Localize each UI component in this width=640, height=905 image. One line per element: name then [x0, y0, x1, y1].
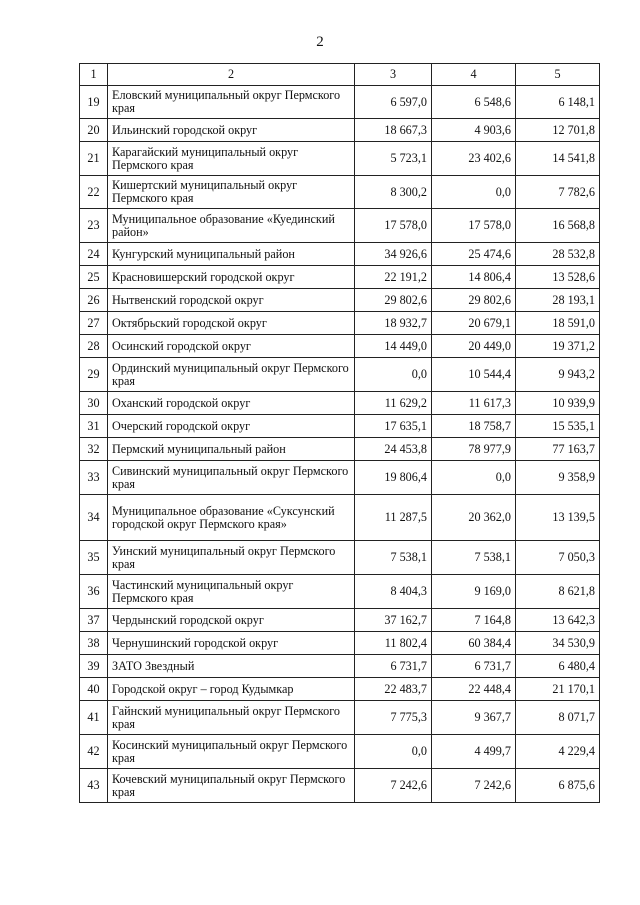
value-col-4: 20 449,0: [432, 335, 516, 358]
value-col-3: 22 483,7: [355, 678, 432, 701]
value-col-5: 13 139,5: [516, 495, 600, 541]
municipality-name: Ординский муниципальный округ Пермского края: [108, 358, 355, 392]
value-col-3: 17 578,0: [355, 209, 432, 243]
table-row: [80, 209, 600, 243]
value-col-4: 11 617,3: [432, 392, 516, 415]
value-col-3: 22 191,2: [355, 266, 432, 289]
value-col-3: 14 449,0: [355, 335, 432, 358]
value-col-5: 18 591,0: [516, 312, 600, 335]
value-col-4: 6 548,6: [432, 86, 516, 119]
row-number: 31: [80, 415, 108, 438]
row-number: 42: [80, 735, 108, 769]
value-col-3: 11 802,4: [355, 632, 432, 655]
table-row: [80, 609, 600, 632]
municipality-name: Очерский городской округ: [108, 415, 355, 438]
row-number: 32: [80, 438, 108, 461]
value-col-5: 8 071,7: [516, 701, 600, 735]
table-row: [80, 119, 600, 142]
table-row: [80, 575, 600, 609]
value-col-3: 7 775,3: [355, 701, 432, 735]
row-number: 37: [80, 609, 108, 632]
budget-table: [79, 63, 600, 803]
row-number: 43: [80, 769, 108, 803]
table-row: [80, 335, 600, 358]
page-number: 2: [316, 34, 324, 50]
table-row: [80, 266, 600, 289]
header-col-1: 1: [80, 64, 108, 86]
value-col-4: 9 367,7: [432, 701, 516, 735]
value-col-3: 8 300,2: [355, 176, 432, 209]
value-col-3: 6 731,7: [355, 655, 432, 678]
row-number: 41: [80, 701, 108, 735]
value-col-3: 11 287,5: [355, 495, 432, 541]
value-col-3: 17 635,1: [355, 415, 432, 438]
value-col-5: 12 701,8: [516, 119, 600, 142]
municipality-name: Кунгурский муниципальный район: [108, 243, 355, 266]
value-col-3: 19 806,4: [355, 461, 432, 495]
row-number: 34: [80, 495, 108, 541]
row-number: 36: [80, 575, 108, 609]
municipality-name: Частинский муниципальный округ Пермского края: [108, 575, 355, 609]
row-number: 26: [80, 289, 108, 312]
municipality-name: Муниципальное образование «Суксунский городской округ Пермского края»: [108, 495, 355, 541]
row-number: 40: [80, 678, 108, 701]
value-col-4: 0,0: [432, 461, 516, 495]
municipality-name: Чернушинский городской округ: [108, 632, 355, 655]
value-col-5: 16 568,8: [516, 209, 600, 243]
row-number: 33: [80, 461, 108, 495]
row-number: 19: [80, 86, 108, 119]
value-col-4: 20 362,0: [432, 495, 516, 541]
table-row: [80, 461, 600, 495]
municipality-name: Кишертский муниципальный округ Пермского края: [108, 176, 355, 209]
value-col-5: 9 358,9: [516, 461, 600, 495]
value-col-4: 7 164,8: [432, 609, 516, 632]
table-row: [80, 655, 600, 678]
value-col-5: 19 371,2: [516, 335, 600, 358]
value-col-4: 14 806,4: [432, 266, 516, 289]
value-col-5: 6 875,6: [516, 769, 600, 803]
municipality-name: Уинский муниципальный округ Пермского края: [108, 541, 355, 575]
header-col-5: 5: [516, 64, 600, 86]
row-number: 22: [80, 176, 108, 209]
table-row: [80, 289, 600, 312]
value-col-4: 18 758,7: [432, 415, 516, 438]
row-number: 24: [80, 243, 108, 266]
row-number: 29: [80, 358, 108, 392]
value-col-5: 10 939,9: [516, 392, 600, 415]
value-col-4: 6 731,7: [432, 655, 516, 678]
value-col-4: 60 384,4: [432, 632, 516, 655]
value-col-5: 13 528,6: [516, 266, 600, 289]
value-col-3: 18 667,3: [355, 119, 432, 142]
municipality-name: Ильинский городской округ: [108, 119, 355, 142]
municipality-name: Чердынский городской округ: [108, 609, 355, 632]
table-row: [80, 438, 600, 461]
row-number: 23: [80, 209, 108, 243]
value-col-5: 8 621,8: [516, 575, 600, 609]
row-number: 20: [80, 119, 108, 142]
value-col-5: 7 782,6: [516, 176, 600, 209]
municipality-name: Октябрьский городской округ: [108, 312, 355, 335]
header-col-4: 4: [432, 64, 516, 86]
value-col-3: 34 926,6: [355, 243, 432, 266]
table-row: [80, 678, 600, 701]
table-row: [80, 392, 600, 415]
value-col-4: 78 977,9: [432, 438, 516, 461]
municipality-name: Карагайский муниципальный округ Пермского края: [108, 142, 355, 176]
municipality-name: Сивинский муниципальный округ Пермского края: [108, 461, 355, 495]
table-row: [80, 243, 600, 266]
municipality-name: Нытвенский городской округ: [108, 289, 355, 312]
value-col-4: 0,0: [432, 176, 516, 209]
row-number: 30: [80, 392, 108, 415]
table-header-row: [80, 64, 600, 86]
row-number: 21: [80, 142, 108, 176]
value-col-3: 8 404,3: [355, 575, 432, 609]
municipality-name: Кочевский муниципальный округ Пермского края: [108, 769, 355, 803]
header-col-2: 2: [108, 64, 355, 86]
value-col-4: 20 679,1: [432, 312, 516, 335]
value-col-5: 28 532,8: [516, 243, 600, 266]
municipality-name: Осинский городской округ: [108, 335, 355, 358]
value-col-4: 4 903,6: [432, 119, 516, 142]
row-number: 28: [80, 335, 108, 358]
municipality-name: Еловский муниципальный округ Пермского края: [108, 86, 355, 119]
value-col-3: 24 453,8: [355, 438, 432, 461]
value-col-3: 11 629,2: [355, 392, 432, 415]
table-row: [80, 312, 600, 335]
value-col-5: 15 535,1: [516, 415, 600, 438]
municipality-name: Городской округ – город Кудымкар: [108, 678, 355, 701]
value-col-4: 7 538,1: [432, 541, 516, 575]
value-col-3: 6 597,0: [355, 86, 432, 119]
row-number: 25: [80, 266, 108, 289]
value-col-5: 4 229,4: [516, 735, 600, 769]
table-row: [80, 86, 600, 119]
row-number: 38: [80, 632, 108, 655]
value-col-3: 37 162,7: [355, 609, 432, 632]
value-col-3: 18 932,7: [355, 312, 432, 335]
table-row: [80, 358, 600, 392]
value-col-5: 13 642,3: [516, 609, 600, 632]
table-row: [80, 415, 600, 438]
municipality-name: Косинский муниципальный округ Пермского края: [108, 735, 355, 769]
value-col-5: 14 541,8: [516, 142, 600, 176]
value-col-4: 22 448,4: [432, 678, 516, 701]
row-number: 35: [80, 541, 108, 575]
table-body: [80, 86, 600, 803]
value-col-3: 0,0: [355, 358, 432, 392]
row-number: 27: [80, 312, 108, 335]
value-col-4: 7 242,6: [432, 769, 516, 803]
value-col-5: 34 530,9: [516, 632, 600, 655]
value-col-4: 23 402,6: [432, 142, 516, 176]
table-row: [80, 142, 600, 176]
value-col-4: 9 169,0: [432, 575, 516, 609]
municipality-name: ЗАТО Звездный: [108, 655, 355, 678]
value-col-5: 21 170,1: [516, 678, 600, 701]
value-col-5: 7 050,3: [516, 541, 600, 575]
municipality-name: Гайнский муниципальный округ Пермского края: [108, 701, 355, 735]
municipality-name: Оханский городской округ: [108, 392, 355, 415]
value-col-5: 28 193,1: [516, 289, 600, 312]
municipality-name: Красновишерский городской округ: [108, 266, 355, 289]
value-col-3: 5 723,1: [355, 142, 432, 176]
row-number: 39: [80, 655, 108, 678]
table-row: [80, 735, 600, 769]
value-col-3: 7 242,6: [355, 769, 432, 803]
table-row: [80, 769, 600, 803]
table-row: [80, 495, 600, 541]
value-col-3: 7 538,1: [355, 541, 432, 575]
value-col-4: 4 499,7: [432, 735, 516, 769]
value-col-5: 6 148,1: [516, 86, 600, 119]
table-row: [80, 176, 600, 209]
table-row: [80, 701, 600, 735]
municipality-name: Муниципальное образование «Куединский район»: [108, 209, 355, 243]
value-col-3: 29 802,6: [355, 289, 432, 312]
value-col-4: 29 802,6: [432, 289, 516, 312]
header-col-3: 3: [355, 64, 432, 86]
value-col-4: 17 578,0: [432, 209, 516, 243]
value-col-4: 25 474,6: [432, 243, 516, 266]
value-col-3: 0,0: [355, 735, 432, 769]
value-col-5: 6 480,4: [516, 655, 600, 678]
table-row: [80, 541, 600, 575]
value-col-5: 77 163,7: [516, 438, 600, 461]
municipality-name: Пермский муниципальный район: [108, 438, 355, 461]
table-row: [80, 632, 600, 655]
value-col-5: 9 943,2: [516, 358, 600, 392]
value-col-4: 10 544,4: [432, 358, 516, 392]
